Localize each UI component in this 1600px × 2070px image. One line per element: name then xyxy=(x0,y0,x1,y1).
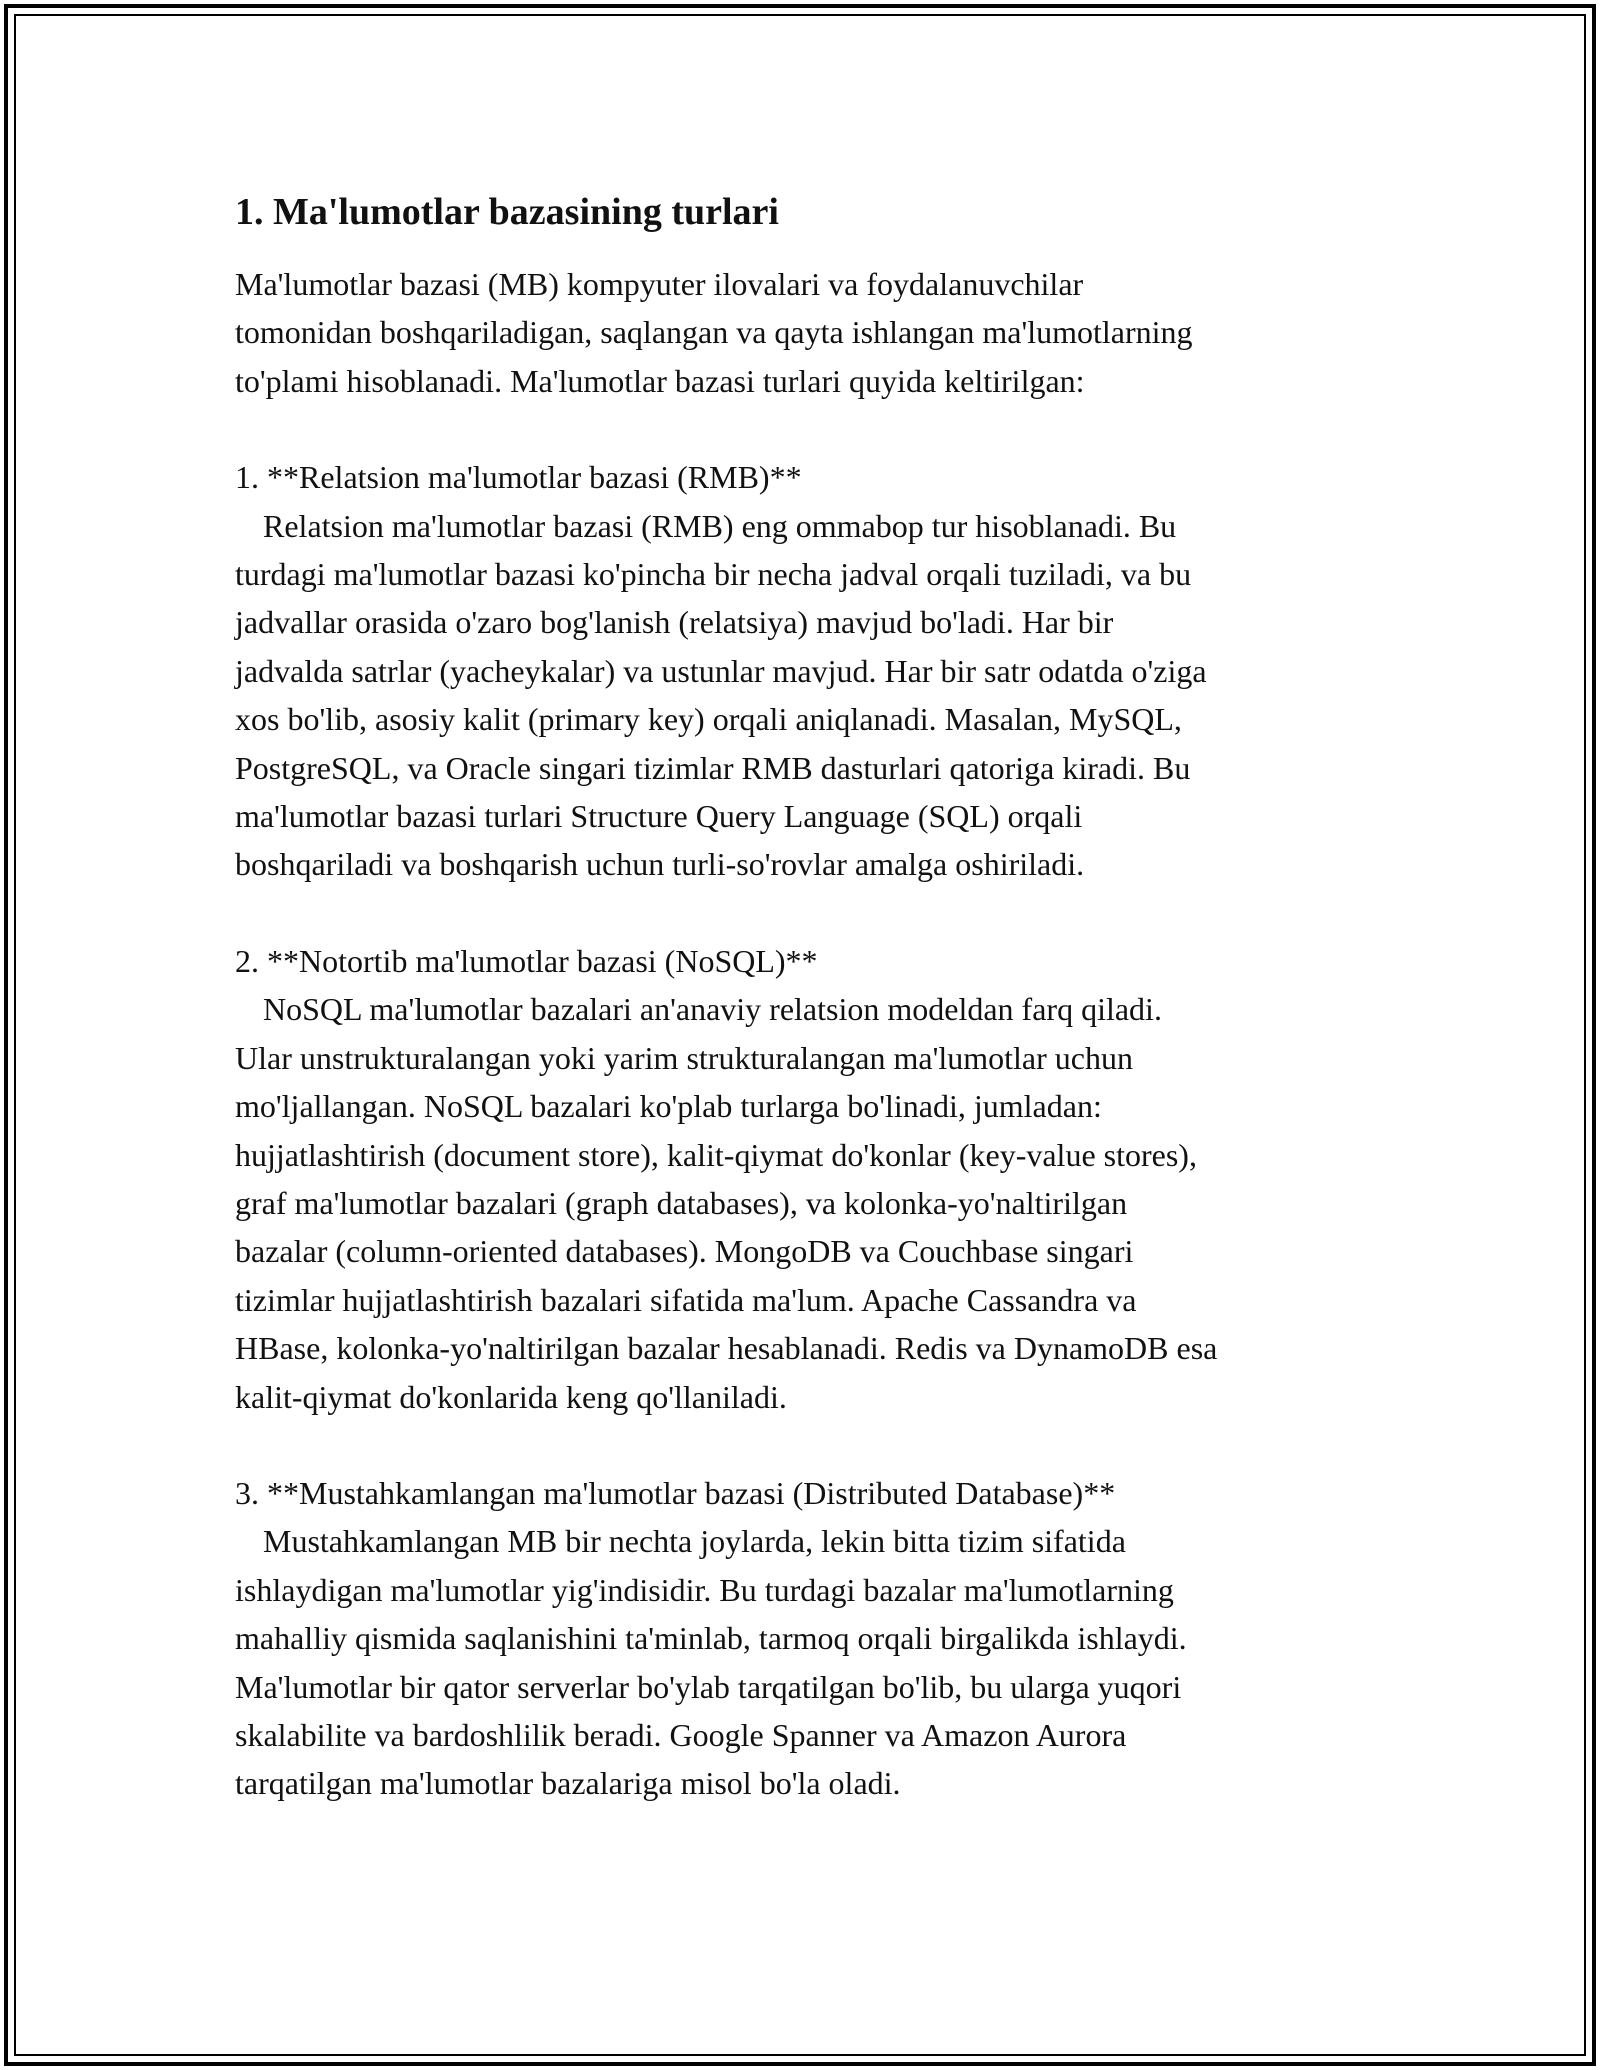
document-title: 1. Ma'lumotlar bazasining turlari xyxy=(235,191,779,233)
section-line: tizimlar hujjatlashtirish bazalari sifatida ma'lum. Apache Cassandra va xyxy=(235,1281,1137,1318)
intro-paragraph xyxy=(235,260,1375,405)
section-line: kalit-qiymat do'konlarida keng qo'llaniladi. xyxy=(235,1378,787,1415)
section-line: xos bo'lib, asosiy kalit (primary key) orqali aniqlanadi. Masalan, MySQL, xyxy=(235,701,1182,738)
section-line: Mustahkamlangan MB bir nechta joylarda, lekin bitta tizim sifatida xyxy=(263,1523,1126,1560)
section-line: turdagi ma'lumotlar bazasi ko'pincha bir necha jadval orqali tuziladi, va bu xyxy=(235,556,1192,593)
section-line: graf ma'lumotlar bazalari (graph databases), va kolonka-yo'naltirilgan xyxy=(235,1184,1128,1221)
section-line: jadvalda satrlar (yacheykalar) va ustunlar mavjud. Har bir satr odatda o'ziga xyxy=(235,652,1207,689)
section-heading: 1. **Relatsion ma'lumotlar bazasi (RMB)** xyxy=(235,459,802,496)
section-distributed-db xyxy=(235,1469,1375,1808)
section-line: mahalliy qismida saqlanishini ta'minlab, tarmoq orqali birgalikda ishlaydi. xyxy=(235,1620,1187,1657)
section-line: skalabilite va bardoshlilik beradi. Google Spanner va Amazon Aurora xyxy=(235,1716,1127,1753)
intro-line: to'plami hisoblanadi. Ma'lumotlar bazasi turlari quyida keltirilgan: xyxy=(235,362,1085,399)
section-line: hujjatlashtirish (document store), kalit-qiymat do'konlar (key-value stores), xyxy=(235,1136,1197,1173)
section-heading: 3. **Mustahkamlangan ma'lumotlar bazasi (Distributed Database)** xyxy=(235,1474,1116,1511)
section-line: Ma'lumotlar bir qator serverlar bo'ylab tarqatilgan bo'lib, bu ularga yuqori xyxy=(235,1668,1182,1705)
section-line: boshqariladi va boshqarish uchun turli-so'rovlar amalga oshiriladi. xyxy=(235,846,1085,883)
section-line: tarqatilgan ma'lumotlar bazalariga misol bo'la oladi. xyxy=(235,1765,901,1802)
section-line: NoSQL ma'lumotlar bazalari an'anaviy relatsion modeldan farq qiladi. xyxy=(263,991,1162,1028)
section-line: ma'lumotlar bazasi turlari Structure Query Language (SQL) orqali xyxy=(235,798,1083,835)
section-relational-db xyxy=(235,453,1375,889)
section-line: bazalar (column-oriented databases). MongoDB va Couchbase singari xyxy=(235,1233,1134,1270)
intro-line: Ma'lumotlar bazasi (MB) kompyuter ilovalari va foydalanuvchilar xyxy=(235,266,1084,302)
section-line: PostgreSQL, va Oracle singari tizimlar RMB dasturlari qatoriga kiradi. Bu xyxy=(235,749,1191,786)
section-heading: 2. **Notortib ma'lumotlar bazasi (NoSQL)** xyxy=(235,942,818,979)
section-line: ishlaydigan ma'lumotlar yig'indisidir. Bu turdagi bazalar ma'lumotlarning xyxy=(235,1571,1174,1608)
section-line: mo'ljallangan. NoSQL bazalari ko'plab turlarga bo'linadi, jumladan: xyxy=(235,1088,1102,1125)
section-nosql-db xyxy=(235,937,1375,1421)
intro-line: tomonidan boshqariladigan, saqlangan va qayta ishlangan ma'lumotlarning xyxy=(235,314,1193,351)
section-line: Ular unstrukturalangan yoki yarim strukturalangan ma'lumotlar uchun xyxy=(235,1039,1133,1076)
section-line: Relatsion ma'lumotlar bazasi (RMB) eng ommabop tur hisoblanadi. Bu xyxy=(263,507,1177,544)
document-body xyxy=(235,186,1375,1808)
section-line: HBase, kolonka-yo'naltirilgan bazalar hesablanadi. Redis va DynamoDB esa xyxy=(235,1330,1218,1367)
section-line: jadvallar orasida o'zaro bog'lanish (relatsiya) mavjud bo'ladi. Har bir xyxy=(235,604,1114,641)
